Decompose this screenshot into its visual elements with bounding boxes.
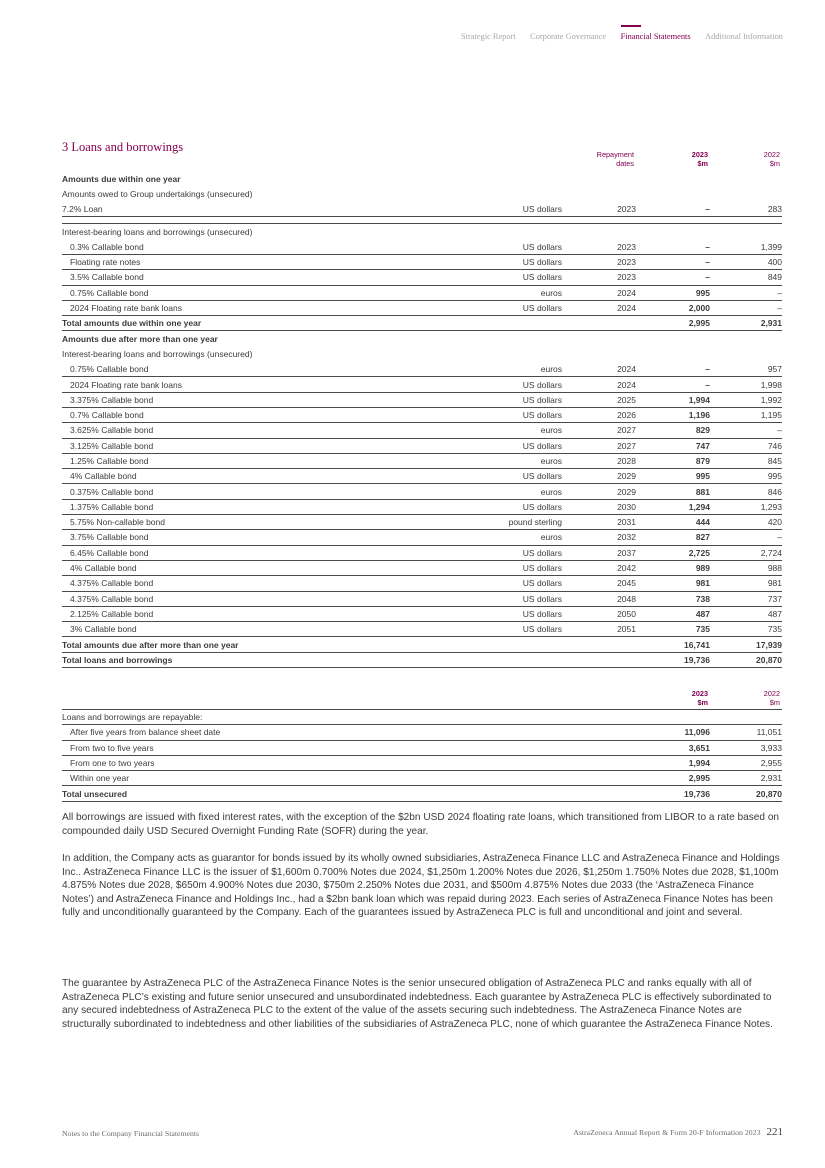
table-row [62,186,782,201]
row-value-2023: – [636,202,710,217]
table-row [62,362,782,377]
header-dates: dates [616,159,634,168]
row-description: From two to five years [62,740,442,755]
row-repayment-date: 2042 [562,560,636,575]
row-value-2022: 846 [710,484,782,499]
row-blank [562,771,636,786]
table-row [62,710,782,725]
paragraph-guarantee-ranking: The guarantee by AstraZeneca PLC of the AstraZeneca Finance Notes is the senior unsecured obligation of AstraZeneca PLC and ranks equally with all of AstraZeneca PLC’s existing and future senior unsecured and unsubordinated indebtedness. Each guarantee by AstraZeneca PLC is effectively subordinated to any secured indebtedness of AstraZeneca PLC to the extent of the value of the assets securing such indebtedness. The AstraZeneca Finance Notes are structurally subordinated to indebtedness and other liabilities of the subsidiaries of AstraZeneca PLC, none of which guarantee the AstraZeneca Finance Notes. [62,978,773,1030]
table-row [62,637,782,652]
row-value-2022: 17,939 [710,637,782,652]
table-row [62,254,782,269]
row-value-2023: 995 [636,469,710,484]
row-value-2023: 981 [636,576,710,591]
footer-section-name: Notes to the Company Financial Statements [62,1129,200,1138]
row-value-2023 [636,710,710,725]
row-description: Amounts due after more than one year [62,333,218,344]
nav-corporate-governance[interactable]: Corporate Governance [530,32,607,41]
row-value-2023 [636,331,710,346]
row-value-2022: 283 [710,202,782,217]
row-currency: US dollars [442,622,562,637]
table-row [62,755,782,770]
table-row [62,545,782,560]
row-value-2022: 2,931 [710,316,782,331]
row-value-2022: 995 [710,469,782,484]
row-description: 0.3% Callable bond [62,239,442,254]
row-description: Total amounts due after more than one year [62,637,442,652]
row-blank [562,740,636,755]
row-value-2022: 2,724 [710,545,782,560]
row-value-2023: 747 [636,438,710,453]
row-value-2022: 20,870 [710,652,782,667]
header-repayment-dates [560,150,634,168]
row-description: 3.75% Callable bond [62,530,442,545]
row-description: 3.125% Callable bond [62,438,442,453]
row-value-2022 [710,224,782,239]
row-value-2023: – [636,270,710,285]
table-row [62,438,782,453]
row-value-2022: 20,870 [710,786,782,801]
row-blank [562,786,636,801]
row-value-2022 [710,331,782,346]
row-repayment-date: 2024 [562,300,636,315]
table-row [62,786,782,801]
row-value-2023: – [636,362,710,377]
row-description: Interest-bearing loans and borrowings (unsecured) [62,348,253,359]
nav-strategic-report[interactable]: Strategic Report [461,32,516,41]
header-2022 [708,150,780,168]
table-row [62,239,782,254]
row-description: 3.5% Callable bond [62,270,442,285]
row-currency: US dollars [442,438,562,453]
row-repayment-date: 2024 [562,285,636,300]
table-row [62,484,782,499]
row-value-2023 [636,217,710,224]
row-value-2023: 2,995 [636,316,710,331]
header2-2022-year: 2022 [763,689,780,698]
row-blank [442,740,562,755]
row-value-2022 [710,217,782,224]
table-row [62,576,782,591]
row-currency [442,652,562,667]
row-value-2023: 2,725 [636,545,710,560]
row-currency: euros [442,285,562,300]
footer-report-name: AstraZeneca Annual Report & Form 20-F Information 2023 [573,1128,761,1137]
row-repayment-date: 2050 [562,606,636,621]
row-currency: US dollars [442,202,562,217]
row-value-2022: 746 [710,438,782,453]
header-2023-unit: $m [697,159,708,168]
row-currency [442,637,562,652]
row-description: Within one year [62,771,442,786]
row-repayment-date: 2024 [562,362,636,377]
row-description: 0.7% Callable bond [62,407,442,422]
row-value-2022: 849 [710,270,782,285]
row-repayment-date: 2027 [562,423,636,438]
row-blank [442,755,562,770]
table-row [62,453,782,468]
row-description: Total loans and borrowings [62,652,442,667]
table-row [62,331,782,346]
row-description: 2.125% Callable bond [62,606,442,621]
row-repayment-date: 2023 [562,270,636,285]
row-currency: US dollars [442,469,562,484]
table-row [62,224,782,239]
row-value-2023: 11,096 [636,725,710,740]
row-currency: US dollars [442,254,562,269]
row-currency [442,316,562,331]
row-value-2023: 1,294 [636,499,710,514]
row-currency [442,331,562,346]
table-row [62,202,782,217]
row-description: Total unsecured [62,786,442,801]
row-description: 1.25% Callable bond [62,453,442,468]
row-value-2022 [710,171,782,186]
row-value-2022: 988 [710,560,782,575]
row-repayment-date: 2029 [562,469,636,484]
row-value-2023: 2,000 [636,300,710,315]
table-row [62,740,782,755]
row-value-2023: 19,736 [636,786,710,801]
row-value-2023: 827 [636,530,710,545]
row-description: 1.375% Callable bond [62,499,442,514]
row-repayment-date: 2024 [562,377,636,392]
row-value-2023: 444 [636,515,710,530]
row-repayment-date: 2023 [562,202,636,217]
row-repayment-date: 2025 [562,392,636,407]
header2-2023 [634,689,708,707]
row-value-2022: 1,998 [710,377,782,392]
row-description: 4% Callable bond [62,469,442,484]
row-value-2022: – [710,423,782,438]
row-description: Total amounts due within one year [62,316,442,331]
row-value-2022 [710,186,782,201]
repayment-table [62,709,782,802]
row-description: Interest-bearing loans and borrowings (unsecured) [62,224,442,239]
table-row [62,423,782,438]
table-row [62,499,782,514]
page-number: 221 [766,1126,783,1138]
row-description: 7.2% Loan [62,202,442,217]
row-description: 4.375% Callable bond [62,576,442,591]
table-row [62,771,782,786]
row-value-2023: – [636,239,710,254]
row-value-2022: 1,399 [710,239,782,254]
row-repayment-date: 2023 [562,254,636,269]
row-value-2023: 829 [636,423,710,438]
table-row [62,591,782,606]
row-description: 3.625% Callable bond [62,423,442,438]
row-value-2022: 737 [710,591,782,606]
row-blank [442,710,562,725]
row-currency [442,186,562,201]
row-currency [442,346,562,361]
row-description: 4% Callable bond [62,560,442,575]
row-value-2022: 487 [710,606,782,621]
row-value-2023 [636,186,710,201]
paragraph-guarantor: In addition, the Company acts as guarantor for bonds issued by its wholly owned subsidiaries, AstraZeneca Finance LLC and AstraZeneca Finance and Holdings Inc.. AstraZeneca Finance LLC is the issuer of $1,600m 0.700% Notes due 2024, $1,250m 1.200% Notes due 2026, $1,250m 1.750% Notes due 2028, $1,100m 4.875% Notes due 2028, $650m 4.900% Notes due 2030, $750m 2.250% Notes due 2031, and $500m 4.875% Notes due 2033 (the ‘AstraZeneca Finance Notes’) and AstraZeneca Finance and Holdings Inc., had a $2bn bank loan which was repaid during 2023. Each series of AstraZeneca Finance Notes has been fully and unconditionally guaranteed by the Company. Each of the guarantees issued by AstraZeneca PLC is full and unconditional and joint and several. [62,853,780,919]
row-value-2022: 2,955 [710,755,782,770]
row-currency: US dollars [442,606,562,621]
row-repayment-date [562,331,636,346]
row-value-2023: 879 [636,453,710,468]
row-blank [562,710,636,725]
table-row [62,346,782,361]
table-row [62,725,782,740]
row-repayment-date: 2026 [562,407,636,422]
nav-additional-information[interactable]: Additional Information [705,32,783,41]
footer-report-title [573,1126,783,1138]
header2-2023-year: 2023 [691,689,708,698]
row-value-2023: 1,994 [636,755,710,770]
row-value-2022: 3,933 [710,740,782,755]
row-description: Amounts owed to Group undertakings (unsecured) [62,188,253,199]
row-value-2023 [636,224,710,239]
row-currency: pound sterling [442,515,562,530]
row-description: 4.375% Callable bond [62,591,442,606]
row-value-2022: 2,931 [710,771,782,786]
row-currency [442,171,562,186]
table-row [62,407,782,422]
row-value-2022: 1,293 [710,499,782,514]
row-repayment-date: 2037 [562,545,636,560]
row-blank [562,725,636,740]
row-value-2023: 735 [636,622,710,637]
row-currency: US dollars [442,239,562,254]
table-row [62,270,782,285]
row-description: From one to two years [62,755,442,770]
row-repayment-date: 2045 [562,576,636,591]
row-value-2023: – [636,254,710,269]
row-currency: euros [442,453,562,468]
row-repayment-date [562,171,636,186]
row-description: Floating rate notes [62,254,442,269]
row-repayment-date [562,652,636,667]
row-repayment-date [562,217,636,224]
row-value-2023: 1,196 [636,407,710,422]
row-description: 0.75% Callable bond [62,362,442,377]
row-repayment-date [562,346,636,361]
header2-2022 [708,689,780,707]
row-description: 0.375% Callable bond [62,484,442,499]
header-2023-year: 2023 [691,150,708,159]
header-2023 [634,150,708,168]
table-row [62,377,782,392]
row-value-2022: 1,195 [710,407,782,422]
row-currency: euros [442,484,562,499]
row-value-2023: 1,994 [636,392,710,407]
table-row [62,316,782,331]
row-value-2022: – [710,285,782,300]
row-value-2022 [710,710,782,725]
table-row [62,300,782,315]
header-2022-unit: $m [769,159,780,168]
header2-2023-unit: $m [697,698,708,707]
row-currency: euros [442,423,562,438]
row-repayment-date: 2032 [562,530,636,545]
row-currency: US dollars [442,392,562,407]
header-2022-year: 2022 [763,150,780,159]
row-repayment-date: 2029 [562,484,636,499]
row-description: After five years from balance sheet date [62,725,442,740]
row-value-2022: – [710,530,782,545]
table-row [62,530,782,545]
table-row [62,515,782,530]
loans-table [62,171,782,668]
table-row [62,606,782,621]
row-description: 0.75% Callable bond [62,285,442,300]
row-value-2022: – [710,300,782,315]
header-repayment: Repayment [596,150,634,159]
row-value-2023: 2,995 [636,771,710,786]
section-title: 3 Loans and borrowings [62,140,184,154]
row-description: 3.375% Callable bond [62,392,442,407]
row-blank [442,771,562,786]
row-repayment-date [562,186,636,201]
row-value-2023: 487 [636,606,710,621]
row-repayment-date: 2028 [562,453,636,468]
row-currency: US dollars [442,545,562,560]
row-value-2022: 1,992 [710,392,782,407]
header2-2022-unit: $m [769,698,780,707]
row-repayment-date: 2030 [562,499,636,514]
row-currency: US dollars [442,560,562,575]
row-repayment-date: 2031 [562,515,636,530]
row-value-2022: 981 [710,576,782,591]
row-value-2022: 400 [710,254,782,269]
row-repayment-date [562,316,636,331]
row-repayment-date: 2048 [562,591,636,606]
row-blank [442,725,562,740]
row-currency: US dollars [442,499,562,514]
row-value-2022 [710,346,782,361]
table-row [62,469,782,484]
row-currency: euros [442,530,562,545]
row-value-2023: – [636,377,710,392]
row-description [62,217,442,224]
row-value-2023 [636,346,710,361]
row-value-2023: 738 [636,591,710,606]
row-repayment-date: 2023 [562,239,636,254]
row-repayment-date: 2051 [562,622,636,637]
row-description: 2024 Floating rate bank loans [62,300,442,315]
row-currency [442,217,562,224]
row-currency: US dollars [442,576,562,591]
row-value-2022: 420 [710,515,782,530]
row-description: 5.75% Non-callable bond [62,515,442,530]
row-description: 2024 Floating rate bank loans [62,377,442,392]
row-currency: US dollars [442,407,562,422]
table-row [62,560,782,575]
row-blank [562,755,636,770]
row-currency [442,224,562,239]
row-currency: euros [442,362,562,377]
row-value-2023: 16,741 [636,637,710,652]
row-value-2023: 19,736 [636,652,710,667]
row-value-2023: 989 [636,560,710,575]
row-value-2023: 995 [636,285,710,300]
row-currency: US dollars [442,377,562,392]
row-repayment-date [562,224,636,239]
row-description: Loans and borrowings are repayable: [62,710,442,725]
row-value-2023: 881 [636,484,710,499]
row-description: 3% Callable bond [62,622,442,637]
row-currency: US dollars [442,270,562,285]
row-repayment-date: 2027 [562,438,636,453]
table-row [62,217,782,224]
paragraph-floating-rate: All borrowings are issued with fixed interest rates, with the exception of the $2bn USD 2024 floating rate loans, which transitioned from LIBOR to a rate based on compounded daily USD Secured Overnight Funding Rate (SOFR) during the year. [62,812,780,837]
top-navigation [451,26,783,40]
table-row [62,171,782,186]
row-description: 6.45% Callable bond [62,545,442,560]
row-currency: US dollars [442,591,562,606]
row-value-2022: 957 [710,362,782,377]
nav-financial-statements[interactable]: Financial Statements [620,32,691,41]
row-value-2022: 845 [710,453,782,468]
table-row [62,285,782,300]
table-row [62,652,782,667]
row-blank [442,786,562,801]
row-repayment-date [562,637,636,652]
row-currency: US dollars [442,300,562,315]
row-value-2023: 3,651 [636,740,710,755]
row-value-2022: 11,051 [710,725,782,740]
table-row [62,392,782,407]
row-value-2022: 735 [710,622,782,637]
table-row [62,622,782,637]
row-value-2023 [636,171,710,186]
row-description: Amounts due within one year [62,173,181,184]
